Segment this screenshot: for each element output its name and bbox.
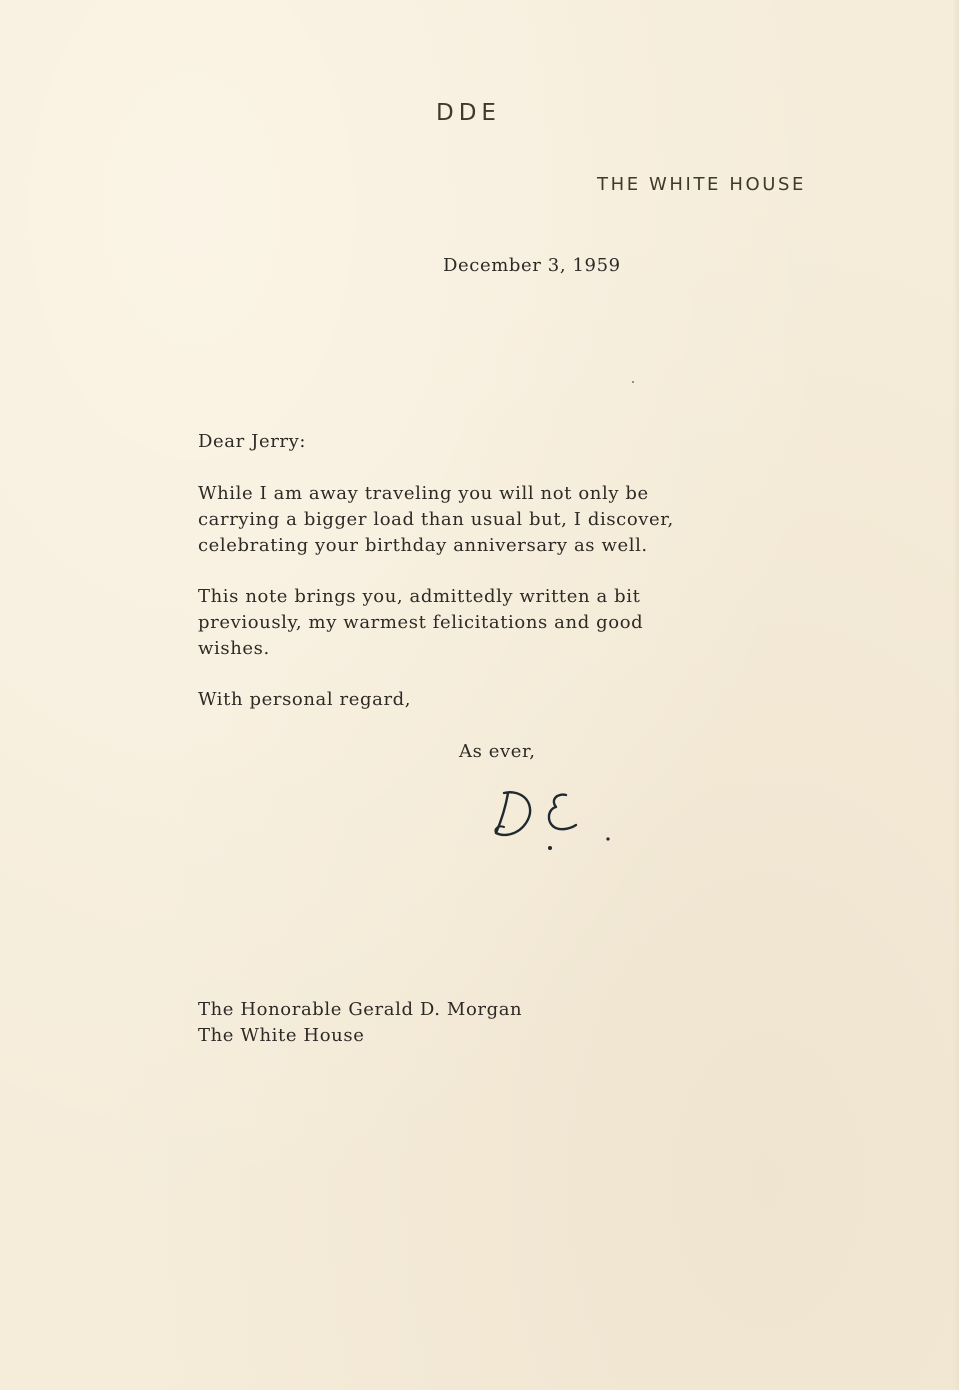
recipient-address: The White House — [198, 1025, 365, 1046]
personal-regard: With personal regard, — [198, 689, 412, 710]
letterhead-office: THE WHITE HOUSE — [597, 174, 807, 195]
body-line: celebrating your birthday anniversary as well. — [198, 535, 648, 556]
letterhead-monogram: DDE — [436, 100, 501, 126]
letter-date: December 3, 1959 — [443, 255, 621, 276]
handwritten-signature — [490, 775, 620, 855]
body-line: carrying a bigger load than usual but, I discover, — [198, 509, 674, 530]
paper-edge — [953, 0, 959, 1390]
paper-speck — [632, 381, 634, 383]
body-line: previously, my warmest felicitations and good — [198, 612, 644, 633]
body-line: This note brings you, admittedly written a bit — [198, 586, 641, 607]
closing: As ever, — [459, 741, 536, 762]
recipient-block — [198, 997, 522, 1049]
body-line: While I am away traveling you will not only be — [198, 483, 649, 504]
recipient-name: The Honorable Gerald D. Morgan — [198, 999, 523, 1020]
body-line: wishes. — [198, 638, 270, 659]
body-paragraph-2 — [198, 584, 643, 662]
salutation: Dear Jerry: — [198, 431, 307, 452]
body-paragraph-1 — [198, 481, 674, 559]
